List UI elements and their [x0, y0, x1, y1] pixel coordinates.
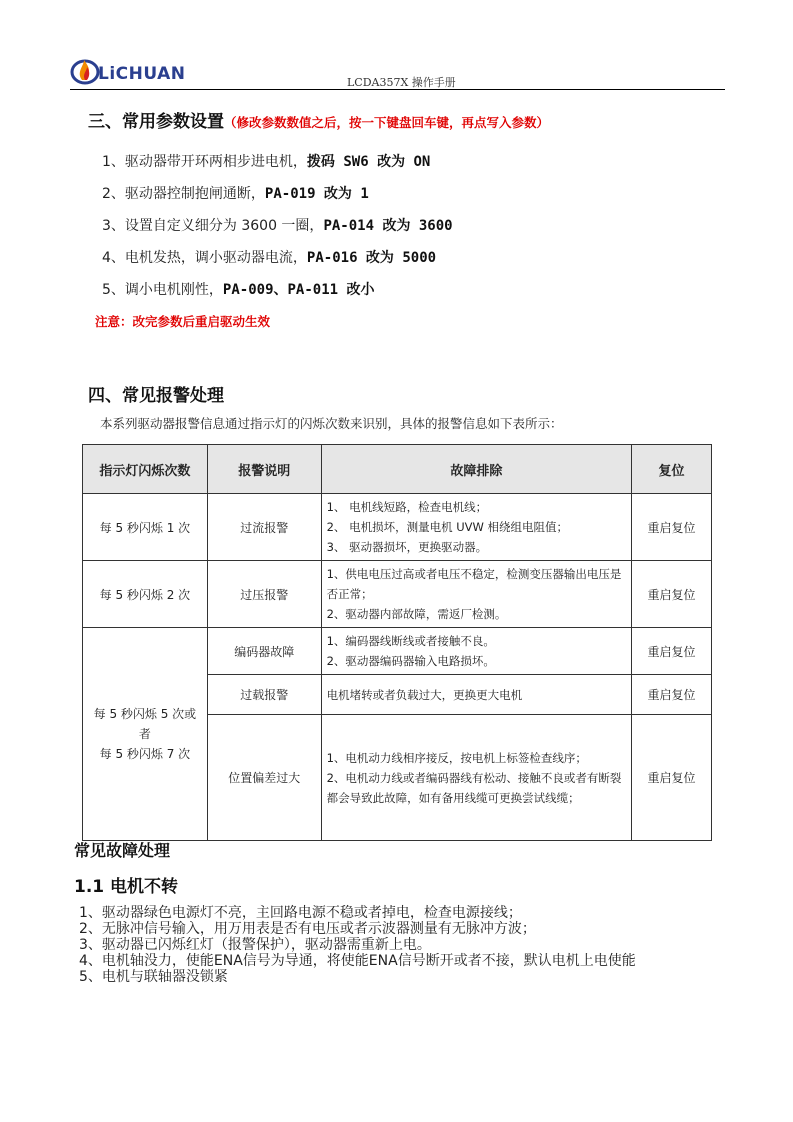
- blink-count: 每 5 秒闪烁 1 次: [83, 494, 208, 561]
- table-row: [83, 561, 712, 628]
- reset-method: 重启复位: [632, 715, 712, 841]
- blink-count: 每 5 秒闪烁 5 次或者 每 5 秒闪烁 7 次: [83, 628, 208, 841]
- restart-warning: 注意：改完参数后重启驱动生效: [95, 314, 271, 329]
- fix-line: 3、 驱动器损坏，更换驱动器。: [326, 540, 488, 554]
- param-item-5: [102, 279, 375, 299]
- alarm-table: [82, 444, 712, 841]
- param-item-3: [102, 215, 453, 235]
- header-divider: [70, 89, 725, 90]
- alarm-description: 编码器故障: [207, 628, 321, 675]
- alarm-description: 过压报警: [207, 561, 321, 628]
- reset-method: 重启复位: [632, 675, 712, 715]
- section4-heading: 四、常见报警处理: [88, 386, 224, 406]
- list-item: 2、无脉冲信号输入，用万用表是否有电压或者示波器测量有无脉冲方波；: [79, 921, 536, 937]
- section3-heading: [88, 107, 549, 132]
- param-item-text: 3、设置自定义细分为 3600 一圈，: [102, 218, 324, 234]
- col-header-alarm: 报警说明: [207, 445, 321, 494]
- param-item-4: [102, 247, 436, 267]
- fix-cell: [321, 715, 631, 841]
- reset-method: 重启复位: [632, 561, 712, 628]
- alarm-description: 过载报警: [207, 675, 321, 715]
- alarm-description: 位置偏差过大: [207, 715, 321, 841]
- param-item-value: PA-016 改为 5000: [306, 250, 437, 266]
- reset-method: 重启复位: [632, 494, 712, 561]
- col-header-reset: 复位: [632, 445, 712, 494]
- param-item-text: 4、电机发热，调小驱动器电流，: [102, 250, 307, 266]
- lichuan-logo-icon: [70, 56, 100, 88]
- list-item: 3、驱动器已闪烁红灯（报警保护），驱动器需重新上电。: [79, 937, 431, 953]
- param-item-1: [102, 151, 430, 171]
- col-header-fix: 故障排除: [321, 445, 631, 494]
- section3-title: 三、常用参数设置: [88, 112, 224, 132]
- table-row: [83, 628, 712, 675]
- section5-heading: 常见故障处理: [74, 841, 171, 860]
- fix-line: 1、 电机线短路，检查电机线；: [326, 500, 488, 514]
- fix-line: 1、供电电压过高或者电压不稳定，检测变压器输出电压是否正常；: [326, 567, 622, 601]
- param-item-value: 拨码 SW6 改为 ON: [306, 154, 431, 170]
- param-item-text: 5、调小电机刚性，: [102, 282, 223, 298]
- param-item-text: 1、驱动器带开环两相步进电机，: [102, 154, 307, 170]
- param-item-value: PA-014 改为 3600: [323, 218, 453, 234]
- blink-count: 每 5 秒闪烁 2 次: [83, 561, 208, 628]
- logo-text: LiCHUAN: [98, 64, 186, 84]
- param-item-2: [102, 183, 369, 203]
- fix-line: 2、驱动器内部故障，需返厂检测。: [326, 607, 507, 621]
- list-item: 1、驱动器绿色电源灯不亮，主回路电源不稳或者掉电，检查电源接线；: [79, 905, 522, 921]
- param-item-value: PA-019 改为 1: [264, 186, 369, 202]
- section5-subheading: 1.1 电机不转: [74, 877, 179, 897]
- lichuan-logo: [70, 56, 190, 88]
- param-item-value: PA-009、PA-011 改小: [222, 282, 375, 298]
- table-row: [83, 494, 712, 561]
- list-item: 4、电机轴没力，使能ENA信号为导通，将使能ENA信号断开或者不接，默认电机上电使能: [79, 953, 636, 969]
- fix-cell: [321, 628, 631, 675]
- col-header-blink: 指示灯闪烁次数: [83, 445, 208, 494]
- reset-method: 重启复位: [632, 628, 712, 675]
- fix-cell: [321, 561, 631, 628]
- fix-line: 电机堵转或者负载过大，更换更大电机: [326, 687, 523, 702]
- section4-description: 本系列驱动器报警信息通过指示灯的闪烁次数来识别，具体的报警信息如下表所示：: [100, 416, 563, 431]
- fix-line: 2、电机动力线或者编码器线有松动、接触不良或者有断裂都会导致此故障，如有备用线缆可更换尝试线缆；: [326, 770, 622, 805]
- alarm-description: 过流报警: [207, 494, 321, 561]
- fix-line: 1、编码器线断线或者接触不良。: [326, 634, 495, 648]
- fix-cell: [321, 675, 631, 715]
- fix-line: 2、驱动器编码器输入电路损坏。: [326, 654, 495, 668]
- fix-line: 1、电机动力线相序接反，按电机上标签检查线序；: [326, 750, 587, 765]
- document-title: LCDA357X 操作手册: [347, 76, 456, 89]
- alarm-table-header: [83, 445, 712, 494]
- fix-cell: [321, 494, 631, 561]
- page-header: [70, 54, 725, 92]
- section3-note: （修改参数数值之后，按一下键盘回车键，再点写入参数）: [224, 115, 550, 130]
- fix-line: 2、 电机损坏，测量电机 UVW 相绕组电阻值；: [326, 520, 569, 534]
- param-item-text: 2、驱动器控制抱闸通断，: [102, 186, 265, 202]
- list-item: 5、电机与联轴器没锁紧: [79, 969, 228, 985]
